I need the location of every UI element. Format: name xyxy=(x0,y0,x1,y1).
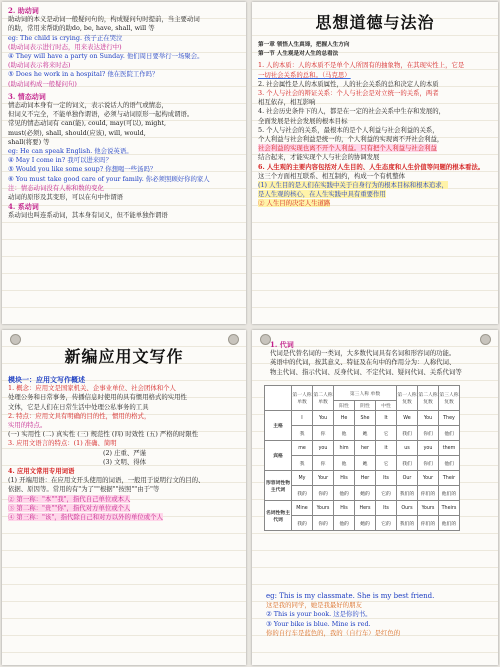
example-translation: 这是我的同学，她是我最好的朋友 xyxy=(266,601,362,610)
page-title: 思想道德与法治 xyxy=(315,13,435,32)
table-cell: 你的 xyxy=(313,516,334,531)
table-header-cell: 第二人称 复数 xyxy=(418,386,439,411)
table-cell: I xyxy=(292,411,313,426)
table-row xyxy=(265,501,460,516)
table-cell: My xyxy=(292,471,313,486)
note-line: 助动词的本义是动词一般疑问句的，构成疑问句时提前，当主要动词 xyxy=(8,15,200,24)
table-cell: 她的 xyxy=(355,516,376,531)
table-cell: 我们 xyxy=(397,456,418,471)
table-cell: you xyxy=(418,441,439,456)
table-cell: 你 xyxy=(313,426,334,441)
example-note: (助动词表示进行时态，用来表达进行中) xyxy=(8,42,122,51)
note-line: 结合起来，才能实现个人与社会的协调发展 xyxy=(258,153,380,162)
table-row xyxy=(265,411,460,426)
section-heading-modal-verbs: 3. 情态动词 xyxy=(8,91,46,101)
example-sentence: ⑥ You must take good care of your family. 你必须照顾好你的家人 xyxy=(8,174,210,183)
table-row-header: 主格 xyxy=(265,411,292,441)
table-cell: it xyxy=(376,441,397,456)
table-cell: 你的 xyxy=(313,486,334,501)
example-sentence: eg: This is my classmate. She is my best friend. xyxy=(266,592,435,600)
table-cell: 你 xyxy=(313,456,334,471)
table-cell: 他 xyxy=(334,426,355,441)
note-line: ③ 第二称："贵""你"，指代对方单位或个人 xyxy=(8,503,131,512)
note-line: 6. 人生观的主要内容包括对人生目的、人生态度和人生价值等问题的根本看法。 xyxy=(258,162,485,171)
table-cell: Her xyxy=(355,471,376,486)
table-cell: 它 xyxy=(376,456,397,471)
table-cell: It xyxy=(376,411,397,426)
table-cell: you xyxy=(313,441,334,456)
table-cell: His xyxy=(334,501,355,516)
table-cell: her xyxy=(355,441,376,456)
table-cell: He xyxy=(334,411,355,426)
binder-pin-icon xyxy=(228,334,239,345)
table-cell: them xyxy=(439,441,460,456)
table-header-cell: 阳性 xyxy=(334,401,355,411)
note-line: 但词义不完全，不能单独作谓语，必须与动词原形一起构成谓语。 xyxy=(8,110,194,119)
table-cell: 我 xyxy=(292,426,313,441)
table-header-cell: 第二人称 单数 xyxy=(313,386,334,411)
example-sentence: eg: He can speak English. 他会说英语。 xyxy=(8,147,133,156)
table-cell: 他们 xyxy=(439,456,460,471)
note-line: 4. 社会历史条件下的人，都是在一定的社会关系中生存和发展的， xyxy=(258,107,446,116)
table-header-cell: 中性 xyxy=(376,401,397,411)
table-row xyxy=(265,516,460,531)
example-note: (助动词构成一般疑问句) xyxy=(8,79,77,88)
note-line: 一切社会关系的总和。（马克思） xyxy=(258,70,351,79)
table-cell: We xyxy=(397,411,418,426)
binder-pin-icon xyxy=(260,334,271,345)
table-cell: Your xyxy=(313,471,334,486)
note-line: (1) 开端用语：在应用文开头使用的词语，一般用于说明行文的目的、 xyxy=(8,476,205,485)
example-sentence: ② This is your book. 这是你的书。 xyxy=(266,610,372,619)
binder-pin-icon xyxy=(10,334,21,345)
table-cell: His xyxy=(334,471,355,486)
table-cell: 我的 xyxy=(292,516,313,531)
table-cell: 你们 xyxy=(418,426,439,441)
table-cell: Ours xyxy=(397,501,418,516)
note-line: 3. 应用文语言的特点：(1) 准确、简明 xyxy=(8,439,117,448)
table-row xyxy=(265,471,460,486)
note-line: 处理公务和日常事务，传播信息时使用的具有惯用格式的实用性 xyxy=(8,393,187,402)
table-cell: Its xyxy=(376,501,397,516)
table-cell: 她 xyxy=(355,456,376,471)
note-line: 的助，常用来帮助的助do, be, have, shall, will 等 xyxy=(8,24,155,33)
table-cell: 我 xyxy=(292,456,313,471)
note-line: ② 第一称："本""我"，指代自己单位或本人 xyxy=(8,494,131,503)
table-header-cell: 第三人称 单数 xyxy=(334,386,397,401)
note-remark: 注：情态动词没有人称和数的变化 xyxy=(8,183,104,192)
note-page-pronouns xyxy=(252,330,498,665)
table-cell: 它的 xyxy=(376,516,397,531)
note-line: 实用的特点。 xyxy=(8,421,47,430)
table-row xyxy=(265,456,460,471)
table-cell: 他 xyxy=(334,456,355,471)
binder-pin-icon xyxy=(480,334,491,345)
table-cell: Our xyxy=(397,471,418,486)
table-row-header: 形容词性物主代词 xyxy=(265,471,292,501)
note-line: 系动词也叫连系动词，其本身有词义，但不能单独作谓语 xyxy=(8,211,168,220)
table-cell: 我们的 xyxy=(397,516,418,531)
example-sentence: ③ Your bike is blue. Mine is red. xyxy=(266,619,371,628)
table-cell: 我们的 xyxy=(397,486,418,501)
note-line: 1. 人的本质：人的本质不是单个人所固有的抽象物，在其现实性上，它是 xyxy=(258,61,465,70)
table-row xyxy=(265,441,460,456)
table-row xyxy=(265,486,460,501)
table-cell: 他们的 xyxy=(439,486,460,501)
module-heading: 模块一：应用文写作概述 xyxy=(8,375,85,384)
table-cell: 你们的 xyxy=(418,516,439,531)
note-line: must(必须), shall, should(应该), will, would, xyxy=(8,128,146,137)
table-row-header: 名词性物主代词 xyxy=(265,501,292,531)
table-corner-cell xyxy=(265,386,292,411)
note-line: (3) 文明、得体 xyxy=(103,457,147,466)
note-line: 这三个方面相互联系、相互制约，构成一个有机整体 xyxy=(258,171,405,180)
note-line: 5. 个人与社会的关系，最根本的是个人利益与社会利益的关系， xyxy=(258,125,439,134)
example-note: (助动词表示将来时态) xyxy=(8,61,71,70)
note-line: 文体，它是人们在日常生活中处理公私事务的工具 xyxy=(8,402,149,411)
table-cell: 你们 xyxy=(418,456,439,471)
table-header-cell: 第一人称 复数 xyxy=(397,386,418,411)
table-cell: Mine xyxy=(292,501,313,516)
note-line: 4. 应用文常用专用词语 xyxy=(8,467,75,476)
note-line: 动词的原形及其变形，可以在句中作谓语 xyxy=(8,193,124,202)
table-cell: him xyxy=(334,441,355,456)
note-line: (一) 实用性 (二) 真实性 (三) 规范性 (四) 时效性 (五) 严格的时限性 xyxy=(8,430,199,439)
table-cell: You xyxy=(418,411,439,426)
table-cell: 她 xyxy=(355,426,376,441)
table-cell: 他们 xyxy=(439,426,460,441)
table-cell: Your xyxy=(418,471,439,486)
note-line: ② 人生目的决定人生道路 xyxy=(258,199,331,208)
table-cell: 他的 xyxy=(334,486,355,501)
chapter-heading: 第一章 领悟人生真谛，把握人生方向 xyxy=(258,42,350,48)
note-line: (1) 人生目的是人们在实践中关于自身行为的根本目标和根本追求， xyxy=(258,181,449,190)
note-line: 常见的情态动词有 can(能), could, may(可以), might, xyxy=(8,119,167,128)
note-line: 3. 个人与社会的辩证关系：个人与社会是对立统一的关系，两者 xyxy=(258,89,439,98)
section-heading-pronouns: 1. 代词 xyxy=(270,340,294,349)
note-line: 英语中的代词，按其意义、特征及在句中的作用分为：人称代词、 xyxy=(270,358,456,367)
note-line: 代词是代替名词的一类词，大多数代词具有名词和形容词的功能。 xyxy=(270,349,456,358)
note-line: 相互依存，相互影响 xyxy=(258,98,316,107)
example-sentence: ④ May I come in? 我可以进来吗？ xyxy=(8,156,112,165)
note-line: shall(将要) 等 xyxy=(8,137,50,146)
example-sentence: ④ They will have a party on Sunday. 他们周日要举行一场聚会。 xyxy=(8,52,204,61)
example-sentence: eg: The child is crying. 孩子正在哭泣 xyxy=(8,33,123,42)
note-line: 全面发展是社会发展的根本目标 xyxy=(258,116,348,125)
section-heading-auxiliary-verbs: 2. 助动词 xyxy=(8,6,39,15)
table-cell: Theirs xyxy=(439,501,460,516)
table-header-cell: 第一人称 单数 xyxy=(292,386,313,411)
note-page-ethics-law xyxy=(252,2,498,324)
page-title: 新编应用文写作 xyxy=(64,347,184,366)
table-cell: Their xyxy=(439,471,460,486)
table-cell: us xyxy=(397,441,418,456)
pronoun-table xyxy=(264,385,460,531)
table-cell: 你们的 xyxy=(418,486,439,501)
table-cell: me xyxy=(292,441,313,456)
note-line: 物主代词、指示代词、反身代词、不定代词、疑问代词、关系代词等 xyxy=(270,367,462,376)
table-cell: 我们 xyxy=(397,426,418,441)
note-line: 情态动词本身有一定的词义，表示说话人的语气或情态， xyxy=(8,101,168,110)
table-cell: 他的 xyxy=(334,516,355,531)
note-line: 个人利益与社会利益是统一的，个人利益的实现离不开社会利益， xyxy=(258,135,444,144)
table-cell: 他们的 xyxy=(439,516,460,531)
pronoun-table-body xyxy=(265,411,460,531)
table-row-header: 宾格 xyxy=(265,441,292,471)
note-line: 2. 特点：应用文具有明确的目的性，惯用的格式， xyxy=(8,411,151,420)
table-cell: Yours xyxy=(418,501,439,516)
table-cell: She xyxy=(355,411,376,426)
table-header-cell: 阴性 xyxy=(355,401,376,411)
section-heading-linking-verbs: 4. 系动词 xyxy=(8,202,39,212)
table-cell: You xyxy=(313,411,334,426)
note-page-applied-writing xyxy=(2,330,246,665)
note-line: 是人生观的核心，在人生实践中具有重要作用 xyxy=(258,190,386,199)
table-cell: 我的 xyxy=(292,486,313,501)
table-cell: Yours xyxy=(313,501,334,516)
table-cell: 她的 xyxy=(355,486,376,501)
table-header-cell: 第三人称 复数 xyxy=(439,386,460,411)
note-line: 1. 概念：应用文是国家机关、企事业单位、社会团体和个人 xyxy=(8,384,176,393)
table-cell: Hers xyxy=(355,501,376,516)
note-page-grammar-verbs xyxy=(2,2,246,324)
table-cell: They xyxy=(439,411,460,426)
example-translation: 你的自行车是蓝色的，我的（自行车）是红色的 xyxy=(266,628,401,637)
note-line: (2) 庄重、严谨 xyxy=(103,448,147,457)
note-line: 依据、原因等。常用的有"为了""根据""按照""由于"等 xyxy=(8,485,160,494)
note-line: 2. 社会属性是人的本质属性，人的社会关系的总和决定人的本质 xyxy=(258,79,439,88)
table-row xyxy=(265,426,460,441)
note-line: 社会利益的实现也离不开个人利益。只有把个人利益与社会利益 xyxy=(258,144,437,153)
note-line: ④ 第三称："该"，指代除自己和对方以外的单位或个人 xyxy=(8,513,163,522)
table-cell: 它 xyxy=(376,426,397,441)
table-cell: Its xyxy=(376,471,397,486)
section-heading: 第一节 人生观是对人生的总看法 xyxy=(258,51,339,58)
table-cell: 它的 xyxy=(376,486,397,501)
example-sentence: ⑤ Does he work in a hospital? 他在医院工作吗？ xyxy=(8,70,159,79)
example-sentence: ⑤ Would you like some soup? 你想喝一些汤吗？ xyxy=(8,165,157,174)
